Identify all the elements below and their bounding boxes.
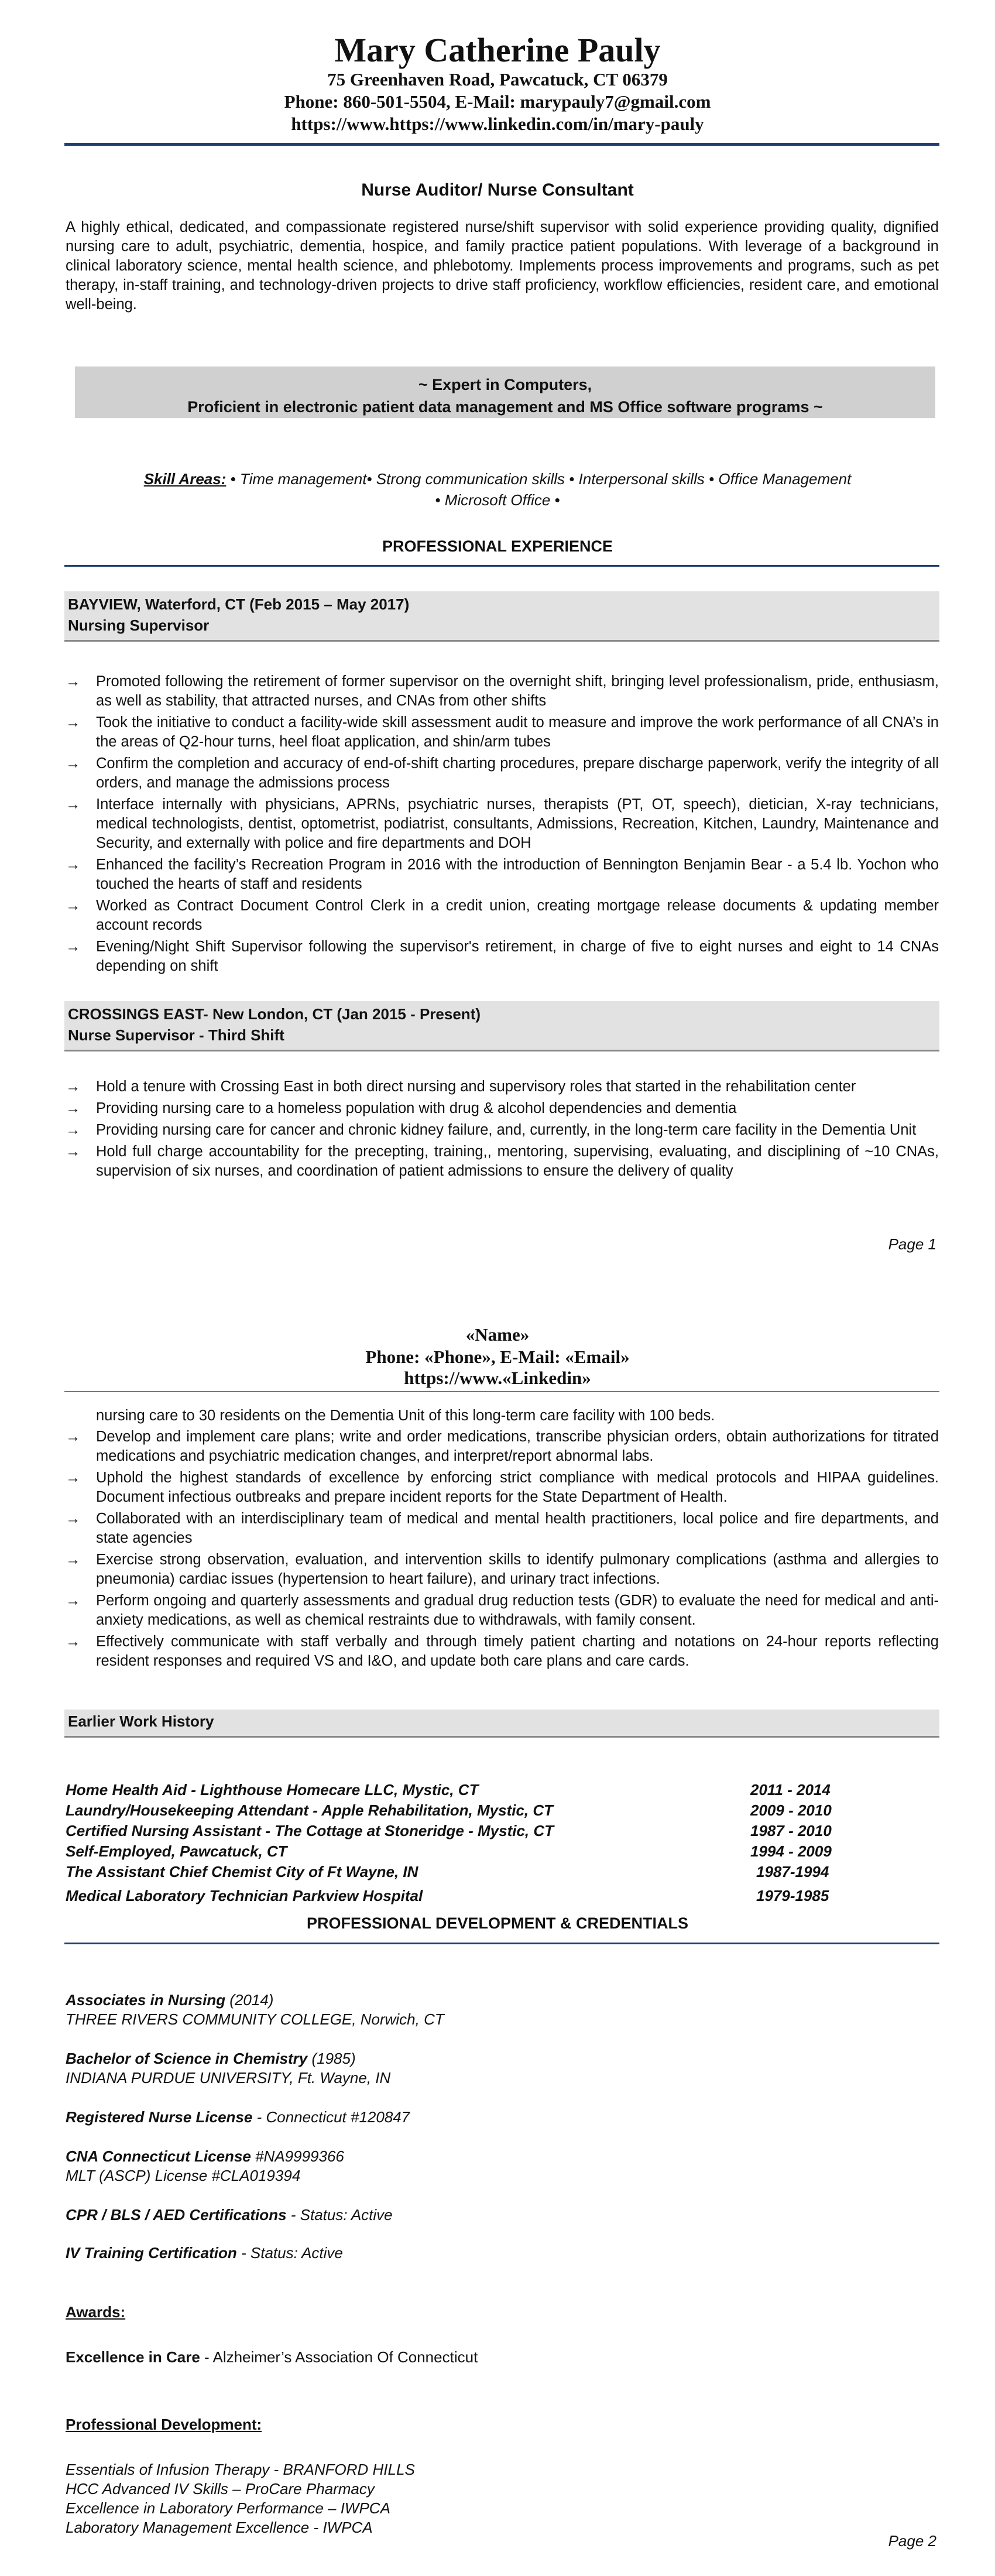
award-item: Excellence in Care - Alzheimer’s Association Of Connecticut	[66, 2348, 478, 2366]
list-item: → Hold full charge accountability for the precepting, training,, mentoring, supervising, evaluating, and disciplining of ~10 CNAs, supervision of six nurses, and coordination of patient admissions to ensure the delivery of quality	[66, 1143, 939, 1179]
cna-license: CNA Connecticut License #NA9999366 MLT (ASCP) License #CLA019394	[66, 2147, 344, 2184]
list-item: → Providing nursing care to a homeless population with drug & alcohol dependencies and dementia	[66, 1099, 939, 1118]
arrow-icon: →	[66, 938, 81, 955]
rn-license: Registered Nurse License - Connecticut #120847	[66, 2108, 410, 2126]
list-item: → Exercise strong observation, evaluation, and intervention skills to identify pulmonary complications (asthma and allergies to pneumonia) cardiac issues (hypertension to heart failure), and urinary tract infections.	[66, 1551, 939, 1587]
page-number-1: Page 1	[888, 1235, 936, 1253]
list-item: → Effectively communicate with staff verbally and through timely patient charting and notations on 24-hour reports reflecting resident responses and required VS and I&O, and update both care plans and care cards.	[66, 1633, 939, 1669]
experience-divider	[64, 565, 939, 567]
job-header-crossings	[64, 1001, 939, 1051]
arrow-icon: →	[66, 1633, 81, 1650]
earlier-history-title: Earlier Work History	[68, 1712, 214, 1730]
list-item: → Develop and implement care plans; write and order medications, transcribe physician orders, obtain authorizations for titrated medications and psychiatric medication changes, and interpret/report abnormal labs.	[66, 1429, 939, 1464]
list-item: → Evening/Night Shift Supervisor following the supervisor's retirement, in charge of five to eight nurses and eight to 14 CNAs depending on shift	[66, 938, 939, 974]
page-number-2: Page 2	[888, 2532, 936, 2550]
arrow-icon: →	[66, 1100, 81, 1116]
template-name: «Name»	[465, 1324, 530, 1345]
job-bullets-bayview	[66, 672, 939, 978]
associates-degree: Associates in Nursing (2014) THREE RIVERS COMMUNITY COLLEGE, Norwich, CT	[66, 1991, 444, 2028]
template-contact: Phone: «Phone», E-Mail: «Email»	[365, 1347, 630, 1367]
arrow-icon: →	[66, 673, 81, 690]
history-row: Laundry/Housekeeping Attendant - Apple Rehabilitation, Mystic, CT 2009 - 2010	[66, 1801, 832, 1819]
skills-line-1: • Time management• Strong communication skills • Interpersonal skills • Office Management	[226, 470, 852, 488]
arrow-icon: →	[66, 1592, 81, 1609]
header-divider	[64, 143, 939, 146]
skills-line-2: • Microsoft Office •	[435, 491, 560, 509]
experience-title: PROFESSIONAL EXPERIENCE	[382, 537, 613, 555]
history-row: Certified Nursing Assistant - The Cottage at Stoneridge - Mystic, CT 1987 - 2010	[66, 1822, 832, 1839]
page-1	[0, 0, 995, 1276]
credentials-title: PROFESSIONAL DEVELOPMENT & CREDENTIALS	[306, 1914, 689, 1932]
skill-areas	[0, 468, 995, 511]
arrow-icon: →	[66, 1429, 81, 1445]
list-item: → Perform ongoing and quarterly assessments and gradual drug reduction tests (GDR) to evaluate the need for medical and anti-anxiety medications, as well as chemical restraints due to withdrawals, with family consent.	[66, 1592, 939, 1628]
arrow-icon: →	[66, 1469, 81, 1486]
prof-dev-title: Professional Development:	[66, 2416, 262, 2433]
arrow-icon: →	[66, 1143, 81, 1160]
history-row: The Assistant Chief Chemist City of Ft Wayne, IN 1987-1994	[66, 1863, 829, 1880]
list-item: HCC Advanced IV Skills – ProCare Pharmacy	[66, 2480, 375, 2498]
job-bullets-crossings	[66, 1077, 939, 1183]
page2-header-divider	[64, 1391, 939, 1392]
expert-box	[75, 366, 935, 418]
arrow-icon: →	[66, 796, 81, 813]
cpr-certifications: CPR / BLS / AED Certifications - Status: Active	[66, 2206, 393, 2224]
page2-bullets	[66, 1427, 939, 1673]
history-row: Home Health Aid - Lighthouse Homecare LLC, Mystic, CT 2011 - 2014	[66, 1781, 831, 1799]
history-row: Self-Employed, Pawcatuck, CT 1994 - 2009	[66, 1842, 832, 1860]
arrow-icon: →	[66, 1078, 81, 1095]
job-header-bayview	[64, 591, 939, 642]
list-item: → Hold a tenure with Crossing East in both direct nursing and supervisory roles that started in the rehabilitation center	[66, 1077, 939, 1097]
list-item: → Promoted following the retirement of former supervisor on the overnight shift, bringing level professionalism, pride, enthusiasm, as well as stability, that attracted nurses, and CNAs from other shifts	[66, 673, 939, 709]
candidate-name: Mary Catherine Pauly	[334, 31, 661, 69]
bachelor-degree: Bachelor of Science in Chemistry (1985) INDIANA PURDUE UNIVERSITY, Ft. Wayne, IN	[66, 2050, 391, 2087]
job-employer: CROSSINGS EAST- New London, CT (Jan 2015 - Present)	[68, 1005, 481, 1023]
list-item: → Uphold the highest standards of excellence by enforcing strict compliance with medical protocols and HIPAA guidelines. Document infectious outbreaks and prepare incident reports for the State Department of Health.	[66, 1469, 939, 1505]
list-item: Essentials of Infusion Therapy - BRANFORD HILLS	[66, 2461, 415, 2478]
list-item: → Took the initiative to conduct a facility-wide skill assessment audit to measure and improve the work performance of all CNA’s in the areas of Q2-hour turns, heel float application, and shin/arm tubes	[66, 714, 939, 750]
arrow-icon: →	[66, 1122, 81, 1138]
list-item: → Interface internally with physicians, APRNs, psychiatric nurses, therapists (PT, OT, speech), dietician, X-ray technicians, medical technologists, dentist, optometrist, podiatrist, consultants, Admissions, Recreation, Kitchen, Laundry, Maintenance and Security, and externally with police and fire departments and DOH	[66, 796, 939, 851]
address: 75 Greenhaven Road, Pawcatuck, CT 06379	[327, 69, 668, 90]
arrow-icon: →	[66, 898, 81, 914]
prof-dev-list	[66, 2460, 932, 2537]
arrow-icon: →	[66, 857, 81, 873]
arrow-icon: →	[66, 755, 81, 772]
template-url[interactable]: https://www.«Linkedin»	[404, 1368, 591, 1388]
arrow-icon: →	[66, 1510, 81, 1527]
iv-certification: IV Training Certification - Status: Active	[66, 2244, 343, 2262]
job-role: Nurse Supervisor - Third Shift	[68, 1026, 284, 1044]
awards-title: Awards:	[66, 2303, 126, 2321]
list-item: Excellence in Laboratory Performance – IWPCA	[66, 2499, 390, 2517]
contact-line: Phone: 860-501-5504, E-Mail: marypauly7@gmail.com	[284, 91, 711, 112]
arrow-icon: →	[66, 714, 81, 731]
list-item: → Enhanced the facility’s Recreation Program in 2016 with the introduction of Bennington Benjamin Bear - a 5.4 lb. Yochon who touched the hearts of staff and residents	[66, 857, 939, 892]
skill-areas-label: Skill Areas:	[143, 470, 227, 488]
job-employer: BAYVIEW, Waterford, CT (Feb 2015 – May 2017)	[68, 595, 410, 613]
list-item: → Providing nursing care for cancer and chronic kidney failure, and, currently, in the long-term care facility in the Dementia Unit	[66, 1121, 939, 1140]
list-item: → Worked as Contract Document Control Clerk in a credit union, creating mortgage release documents & updating member account records	[66, 898, 939, 933]
list-item: → Confirm the completion and accuracy of end-of-shift charting procedures, prepare discharge paperwork, verify the integrity of all orders, and manage the admissions process	[66, 755, 939, 791]
arrow-icon: →	[66, 1551, 81, 1568]
continuation-text: nursing care to 30 residents on the Dementia Unit of this long-term care facility with 100 beds.	[96, 1407, 715, 1424]
history-row: Medical Laboratory Technician Parkview Hospital 1979-1985	[66, 1887, 829, 1904]
page-2	[0, 1276, 995, 2576]
credentials-divider	[64, 1943, 939, 1944]
earlier-history-bar	[64, 1710, 939, 1738]
summary-title: Nurse Auditor/ Nurse Consultant	[361, 180, 634, 200]
job-role: Nursing Supervisor	[68, 616, 210, 634]
summary-text: A highly ethical, dedicated, and compassionate registered nurse/shift supervisor with solid experience providing quality, dignified nursing care to adult, psychiatric, dementia, hospice, and family practice patient populations. With leverage of a background in clinical laboratory science, mental health science, and phlebotomy. Implements process improvements and programs, such as pet therapy, in-staff training, and technology-driven projects to drive staff proficiency, workflow efficiencies, resident care, and emotional well-being.	[66, 219, 939, 313]
expert-line-1: ~ Expert in Computers,	[418, 376, 592, 393]
profile-url[interactable]: https://www.https://www.linkedin.com/in/mary-pauly	[291, 114, 704, 134]
expert-line-2: Proficient in electronic patient data management and MS Office software programs ~	[187, 398, 823, 416]
list-item: → Collaborated with an interdisciplinary team of medical and mental health practitioners, local police and fire departments, and state agencies	[66, 1510, 939, 1546]
list-item: Laboratory Management Excellence - IWPCA	[66, 2519, 373, 2536]
